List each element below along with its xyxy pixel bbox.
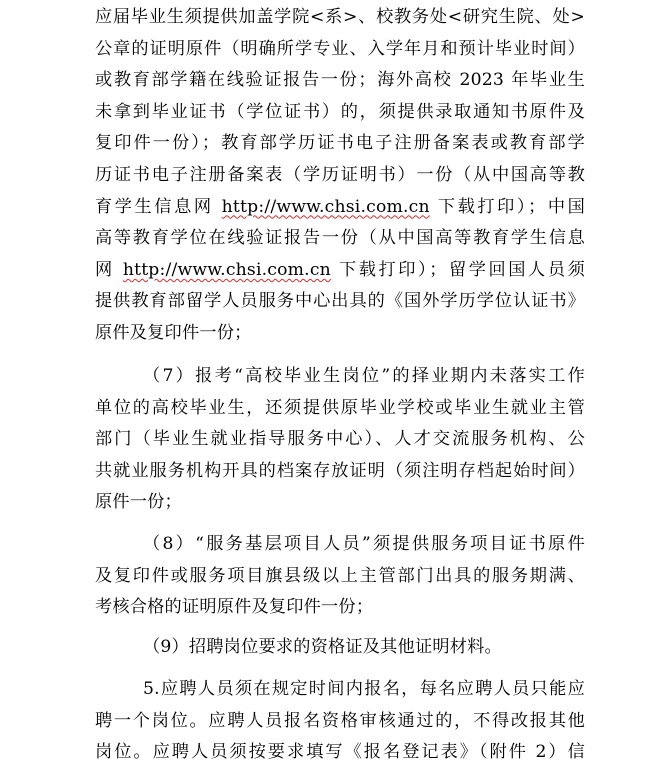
text-segment: 网 bbox=[95, 259, 123, 280]
text-line: （8）“服务基层项目人员”须提供服务项目证书原件 bbox=[143, 534, 585, 554]
paragraph-graduate-certificates bbox=[95, 2, 585, 350]
paragraph-item-9 bbox=[95, 632, 585, 664]
text-line: 或教育部学籍在线验证报告一份；海外高校 2023 年毕业生 bbox=[95, 70, 585, 91]
text-segment: 下载打印）；中国 bbox=[429, 196, 585, 217]
text-line: 提供教育部留学人员服务中心出具的《国外学历学位认证书》 bbox=[95, 291, 585, 312]
paragraph-item-8 bbox=[95, 529, 585, 624]
text-line: 岗位。应聘人员须按要求填写《报名登记表》（附件 2）信 bbox=[95, 742, 585, 763]
text-line: 应届毕业生须提供加盖学院<系>、校教务处<研究生院、处> bbox=[95, 7, 585, 27]
text-line: 部门（毕业生就业指导服务中心）、人才交流服务机构、公 bbox=[95, 429, 585, 450]
text-segment: 育学生信息网 bbox=[95, 196, 222, 217]
text-line bbox=[95, 192, 585, 224]
chsi-url-link[interactable]: http://www.chsi.com.cn bbox=[221, 196, 430, 217]
text-line: 原件及复印件一份； bbox=[95, 322, 252, 343]
text-line: 复印件一份）；教育部学历证书电子注册备案表或教育部学 bbox=[95, 133, 585, 154]
text-line: 考核合格的证明原件及复印件一份； bbox=[95, 597, 374, 618]
text-line: 聘一个岗位。应聘人员报名资格审核通过的，不得改报其他 bbox=[95, 710, 585, 731]
text-segment: 下载打印）；留学回国人员须 bbox=[330, 259, 585, 280]
paragraph-item-7 bbox=[95, 361, 585, 519]
text-line: 高等教育学位在线验证报告一份（从中国高等教育学生信息 bbox=[95, 228, 585, 249]
text-line: 及复印件或服务项目旗县级以上主管部门出具的服务期满、 bbox=[95, 565, 585, 586]
text-line: 单位的高校毕业生，还须提供原毕业学校或毕业生就业主管 bbox=[95, 397, 585, 418]
text-line: （9）招聘岗位要求的资格证及其他证明材料。 bbox=[143, 637, 502, 657]
text-line: 历证书电子注册备案表（学历证明书）一份（从中国高等教 bbox=[95, 164, 585, 185]
chsi-url-link[interactable]: http://www.chsi.com.cn bbox=[122, 259, 331, 280]
paragraph-section-5 bbox=[95, 674, 585, 769]
text-line bbox=[95, 255, 585, 287]
text-line: 5.应聘人员须在规定时间内报名，每名应聘人员只能应 bbox=[143, 679, 585, 699]
text-line: 共就业服务机构开具的档案存放证明（须注明存档起始时间） bbox=[95, 460, 585, 481]
text-line: 原件一份； bbox=[95, 492, 182, 513]
text-line: 公章的证明原件（明确所学专业、入学年月和预计毕业时间） bbox=[95, 38, 585, 59]
text-line: 未拿到毕业证书（学位证书）的，须提供录取通知书原件及 bbox=[95, 101, 585, 122]
text-line: （7）报考“高校毕业生岗位”的择业期内未落实工作 bbox=[143, 366, 585, 386]
